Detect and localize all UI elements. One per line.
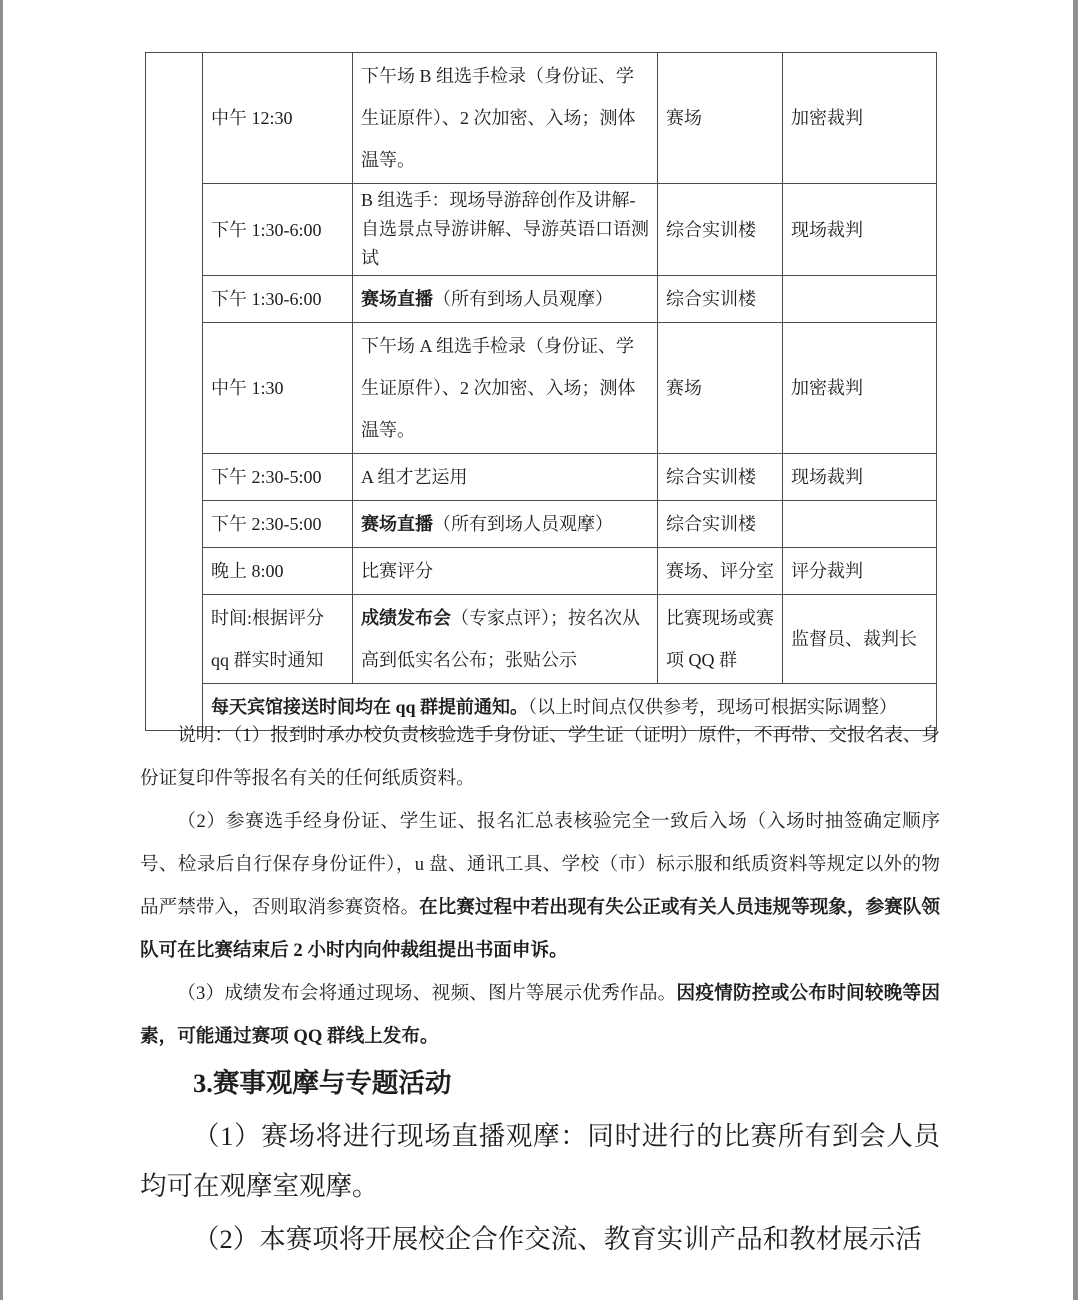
time-cell: 中午 12:30: [203, 53, 353, 184]
schedule-row: [146, 184, 937, 276]
time-cell: 下午 2:30-5:00: [203, 501, 353, 548]
time-cell: 中午 1:30: [203, 323, 353, 454]
location-cell: 赛场: [658, 323, 783, 454]
text-run: （以上时间点仅供参考，现场可根据实际调整）: [528, 697, 898, 717]
bold-text-run: 赛场直播: [361, 514, 433, 534]
location-cell: 综合实训楼: [658, 501, 783, 548]
section-heading: 3.赛事观摩与专题活动: [193, 1068, 452, 1098]
location-cell: 赛场、评分室: [658, 548, 783, 595]
text-run: （2）本赛项将开展校企合作交流、教育实训产品和教材展示活: [193, 1224, 922, 1254]
merged-empty-cell: [146, 53, 203, 731]
activity-cell: [353, 454, 658, 501]
time-cell: 下午 1:30-6:00: [203, 276, 353, 323]
section-paragraph: [140, 1111, 940, 1211]
location-cell: 综合实训楼: [658, 276, 783, 323]
location-cell: 综合实训楼: [658, 454, 783, 501]
activity-cell: [353, 184, 658, 276]
schedule-table: [145, 52, 937, 731]
schedule-row: [146, 548, 937, 595]
judge-cell: 现场裁判: [783, 454, 937, 501]
judge-cell: 评分裁判: [783, 548, 937, 595]
schedule-row: [146, 276, 937, 323]
text-run: 说明：（1）报到时承办校负责核验选手身份证、学生证（证明）原件，不再带、交报名表、身份证复印件等报名有关的任何纸质资料。: [140, 725, 940, 789]
text-run: （3）成绩发布会将通过现场、视频、图片等展示优秀作品。: [177, 983, 677, 1004]
page-edge-right: [1073, 0, 1078, 1300]
bold-text-run: 每天宾馆接送时间均在 qq 群提前通知。: [211, 697, 529, 717]
text-run: （1）赛场将进行现场直播观摩：同时进行的比赛所有到会人员均可在观摩室观摩。: [140, 1121, 940, 1201]
page-edge-left: [0, 0, 3, 1300]
text-run: （专家点评）；按名次从高到低实名公布；张贴公示: [361, 608, 640, 670]
activity-cell: [353, 595, 658, 684]
note-paragraph: [140, 972, 940, 1058]
notes-section: [140, 714, 940, 1058]
text-run: 比赛评分: [361, 561, 433, 581]
text-run: B 组选手：现场导游辞创作及讲解-自选景点导游讲解、导游英语口语测试: [361, 190, 649, 268]
schedule-row: [146, 323, 937, 454]
text-run: 下午场 B 组选手检录（身份证、学生证原件）、2 次加密、入场；测体温等。: [361, 66, 636, 170]
activity-cell: [353, 323, 658, 454]
activity-cell: [353, 548, 658, 595]
schedule-row: [146, 454, 937, 501]
time-cell: 时间:根据评分 qq 群实时通知: [203, 595, 353, 684]
time-cell: 晚上 8:00: [203, 548, 353, 595]
text-run: A 组才艺运用: [361, 467, 468, 487]
schedule-row: [146, 595, 937, 684]
location-cell: 赛场: [658, 53, 783, 184]
text-run: （2）参赛选手经身份证、学生证、报名汇总表核验完全一致后入场（入场时抽签确定顺序号、检录后自行保存身份证件），u 盘、通讯工具、学校（市）标示服和纸质资料等规定以外的物品严禁带入，否则取消参赛资格。: [140, 811, 940, 918]
note-paragraph: [140, 800, 940, 972]
text-run: （所有到场人员观摩）: [433, 514, 613, 534]
judge-cell: 监督员、裁判长: [783, 595, 937, 684]
bold-text-run: 因疫情防控或公布时间较晚等因素，可能通过赛项 QQ 群线上发布。: [140, 983, 940, 1047]
text-run: （所有到场人员观摩）: [433, 289, 613, 309]
schedule-row: [146, 501, 937, 548]
note-paragraph: [140, 714, 940, 800]
activity-cell: [353, 276, 658, 323]
bold-text-run: 赛场直播: [361, 289, 433, 309]
judge-cell: 加密裁判: [783, 323, 937, 454]
bold-text-run: 在比赛过程中若出现有失公正或有关人员违规等现象，参赛队领队可在比赛结束后 2 小时内向仲裁组提出书面申诉。: [140, 897, 940, 961]
observation-section: [140, 1058, 940, 1264]
time-cell: 下午 2:30-5:00: [203, 454, 353, 501]
activity-cell: [353, 53, 658, 184]
judge-cell: 加密裁判: [783, 53, 937, 184]
text-run: 下午场 A 组选手检录（身份证、学生证原件）、2 次加密、入场；测体温等。: [361, 336, 636, 440]
judge-cell: 现场裁判: [783, 184, 937, 276]
judge-cell: [783, 501, 937, 548]
location-cell: 综合实训楼: [658, 184, 783, 276]
bold-text-run: 成绩发布会: [361, 608, 451, 628]
judge-cell: [783, 276, 937, 323]
section-paragraph: [140, 1214, 940, 1264]
schedule-row: [146, 53, 937, 184]
activity-cell: [353, 501, 658, 548]
location-cell: 比赛现场或赛项 QQ 群: [658, 595, 783, 684]
time-cell: 下午 1:30-6:00: [203, 184, 353, 276]
